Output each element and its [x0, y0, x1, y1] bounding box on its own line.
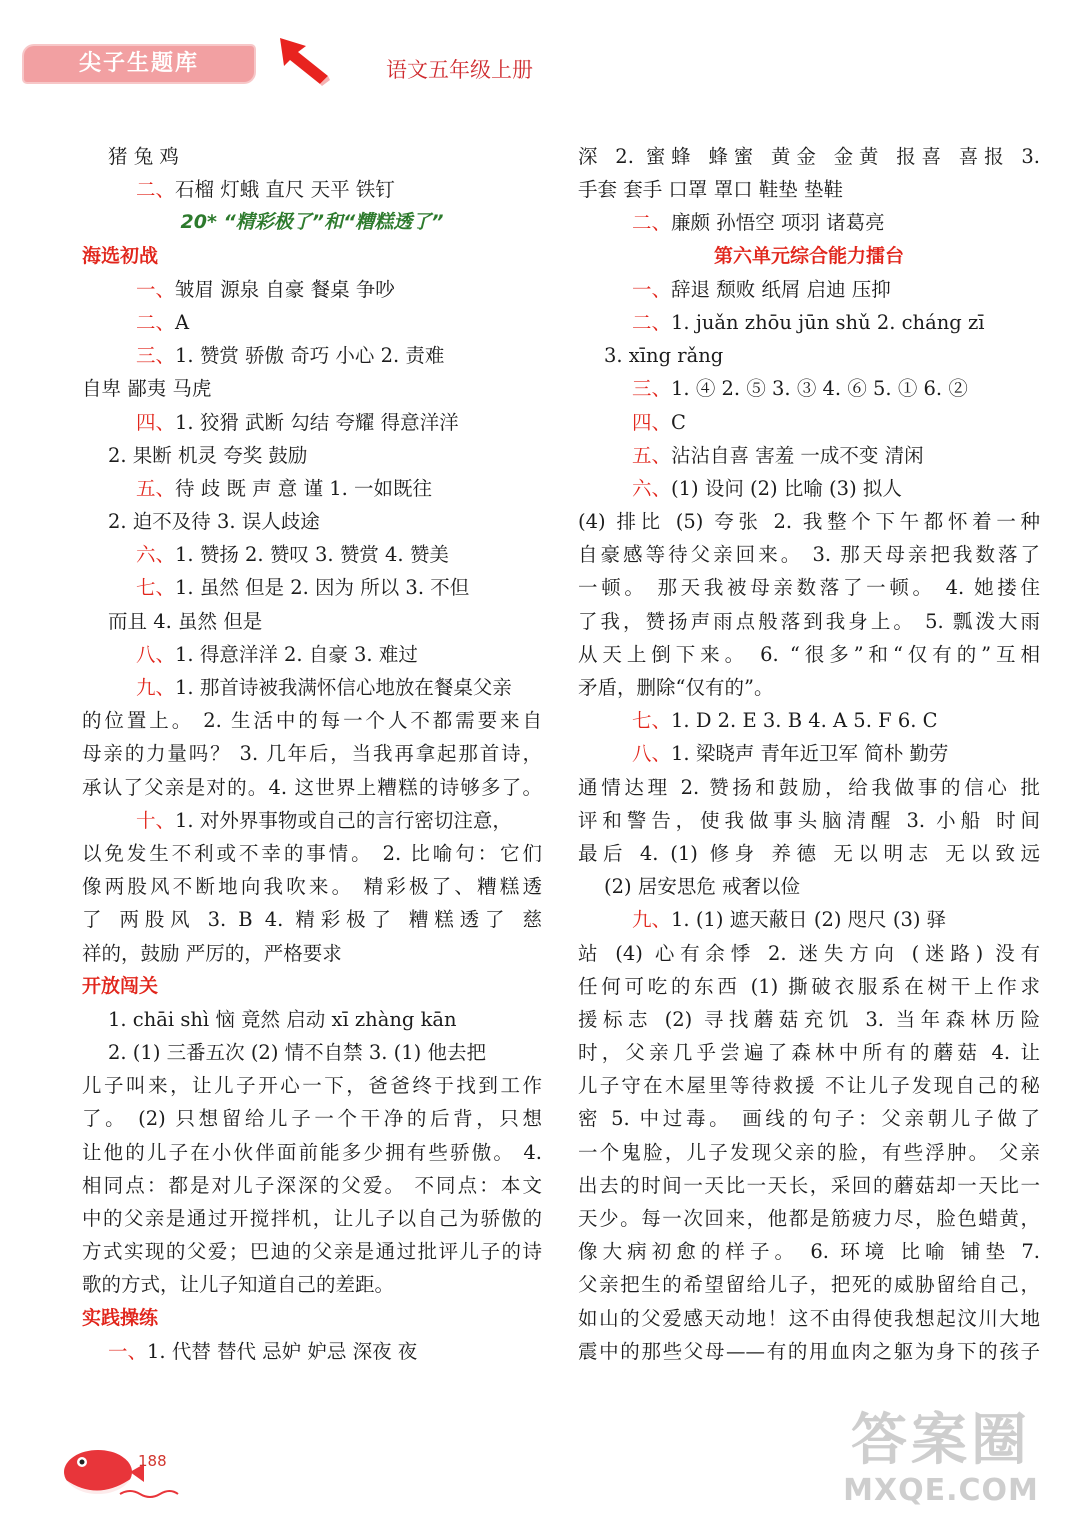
answer-text: 天少。每一次回来，他都是筋疲力尽，脸色蜡黄， [578, 1207, 1040, 1230]
answer-line [82, 1003, 542, 1036]
answer-line [82, 937, 542, 970]
answer-text: 评和警告，使我做事头脑清醒 3. 小船 时间 [578, 808, 1040, 832]
answer-text: 祥的，鼓励 严厉的，严格要求 [82, 941, 342, 965]
question-number: 一、 [136, 277, 176, 301]
question-number: 五、 [136, 476, 176, 500]
answer-line [578, 671, 1040, 704]
answer-line [82, 1036, 542, 1069]
question-number: 六、 [136, 543, 176, 567]
answer-line [578, 173, 1040, 206]
answer-line [578, 1235, 1040, 1268]
question-number: 六、 [632, 476, 672, 500]
answer-text: 相同点：都是对儿子深深的父爱。 不同点：本文 [82, 1173, 542, 1197]
answer-text: 中的父亲是通过开搅拌机，让儿子以自己为骄傲的 [82, 1207, 542, 1230]
question-number: 二、 [136, 310, 176, 334]
question-number: 四、 [136, 410, 176, 434]
answer-line [578, 1102, 1040, 1135]
answer-line [578, 937, 1040, 970]
brand-title: 尖子生题库 [78, 51, 199, 76]
answer-line [578, 737, 1040, 770]
answer-line [82, 870, 542, 903]
answer-text: 海选初战 [82, 244, 159, 267]
answer-text: 矛盾，删除“仅有的”。 [578, 676, 774, 699]
answer-line [578, 339, 1040, 372]
answer-text: 1. D 2. E 3. B 4. A 5. F 6. C [671, 709, 938, 733]
answer-line [82, 505, 542, 538]
answer-text: 一顿。 那天我被母亲数落了一顿。 4. 她搂住 [578, 576, 1040, 600]
answer-line [82, 406, 542, 439]
answer-text: 自卑 鄙夷 马虎 [82, 377, 212, 401]
answer-line [82, 1335, 542, 1368]
answer-line [578, 970, 1040, 1003]
answer-text: 1. chāi shì 恼 竟然 启动 xī zhàng kān [108, 1007, 457, 1031]
watermark-en: MXQE.COM [843, 1473, 1039, 1508]
watermark-cn: 答案圈 [851, 1408, 1031, 1473]
right-column [578, 140, 1040, 1368]
question-number: 二、 [136, 178, 176, 202]
answer-text: 从天上倒下来。 6. “很多”和“仅有的”互相 [578, 642, 1040, 666]
answer-line [578, 1069, 1040, 1102]
answer-line [82, 339, 542, 372]
answer-line [578, 240, 1040, 273]
answer-line [82, 605, 542, 638]
answer-text: 出去的时间一天比一天长，采回的蘑菇却一天比一 [578, 1173, 1040, 1197]
answer-line [578, 372, 1040, 405]
answer-line [578, 571, 1040, 604]
answer-line [578, 771, 1040, 804]
answer-text: 1. 对外界事物或自己的言行密切注意， [175, 808, 512, 832]
answer-text: 3. xīng rǎng [604, 344, 724, 368]
answer-text: 1. 代替 替代 忌妒 妒忌 深夜 夜 [147, 1339, 418, 1363]
answer-line [578, 273, 1040, 306]
subject-title: 语文五年级上册 [386, 58, 533, 82]
answer-line [578, 206, 1040, 239]
page-number: 188 [138, 1452, 167, 1470]
answer-text: 待 歧 既 声 意 谨 1. 一如既往 [175, 476, 433, 500]
answer-line [82, 1169, 542, 1202]
answer-line [578, 903, 1040, 936]
answer-line [578, 306, 1040, 339]
answer-line [578, 1302, 1040, 1335]
question-number: 八、 [136, 642, 176, 666]
answer-line [82, 638, 542, 671]
answer-text: 辞退 颓败 纸屑 启迪 压抑 [671, 277, 891, 301]
answer-line [82, 771, 542, 804]
answer-text: A [175, 310, 190, 334]
answer-text: 了 两股风 3. B 4. 精彩极了 糟糕透了 慈 [82, 908, 542, 932]
answer-text: 自豪感等待父亲回来。 3. 那天母亲把我数落了 [578, 543, 1040, 567]
answer-text: 手套 套手 口罩 罩口 鞋垫 垫鞋 [578, 178, 843, 202]
answer-text: 20* “精彩极了”和“糟糕透了” [180, 211, 444, 234]
answer-line [578, 1268, 1040, 1301]
answer-text: 2. 果断 机灵 夸奖 鼓励 [108, 443, 308, 467]
answer-text: 站 (4) 心有余悸 2. 迷失方向 (迷路) 没有 [578, 941, 1040, 965]
answer-text: 1. ④ 2. ⑤ 3. ③ 4. ⑥ 5. ① 6. ② [671, 377, 968, 401]
answer-text: 像大病初愈的样子。 6. 环境 比喻 铺垫 7. [578, 1240, 1040, 1264]
answer-line [578, 1169, 1040, 1202]
answer-text: 密 5. 中过毒。 画线的句子：父亲朝儿子做了 [578, 1107, 1040, 1131]
answer-text: 一个鬼脸，儿子发现父亲的脸，有些浮肿。 父亲 [578, 1140, 1040, 1164]
answer-line [82, 903, 542, 936]
answer-line [82, 372, 542, 405]
answer-line [578, 1136, 1040, 1169]
answer-line [578, 472, 1040, 505]
answer-line [82, 704, 542, 737]
answer-line [578, 1335, 1040, 1368]
answer-line [82, 571, 542, 604]
answer-text: 让他的儿子在小伙伴面前能多少拥有些骄傲。 4. [82, 1140, 542, 1164]
answer-line [82, 1069, 542, 1102]
answer-line [82, 1102, 542, 1135]
answer-text: 1. 赞赏 骄傲 奇巧 小心 2. 责难 [175, 344, 445, 368]
answer-text: 廉颇 孙悟空 项羽 诸葛亮 [671, 211, 885, 235]
answer-text: 儿子叫来，让儿子开心一下，爸爸终于找到工作 [82, 1074, 542, 1098]
answer-line [82, 439, 542, 472]
answer-line [82, 206, 542, 239]
answer-line [82, 1235, 542, 1268]
answer-text: 援标志 (2) 寻找蘑菇充饥 3. 当年森林历险 [578, 1007, 1040, 1031]
arrow-icon [276, 36, 334, 86]
answer-line [578, 439, 1040, 472]
answer-text: 1. 虽然 但是 2. 因为 所以 3. 不但 [175, 576, 470, 600]
answer-line [82, 837, 542, 870]
question-number: 一、 [632, 277, 672, 301]
answer-text: 1. 那首诗被我满怀信心地放在餐桌父亲 [175, 676, 512, 699]
left-column [82, 140, 542, 1368]
answer-text: 承认了父亲是对的。4. 这世界上糟糕的诗够多了。 [82, 775, 542, 799]
answer-line [578, 605, 1040, 638]
answer-text: 猪 兔 鸡 [108, 145, 179, 168]
question-number: 二、 [632, 211, 672, 235]
watermark [821, 1408, 1061, 1528]
answer-line [578, 837, 1040, 870]
question-number: 三、 [136, 344, 176, 368]
answer-line [578, 406, 1040, 439]
answer-text: 震中的那些父母——有的用血肉之躯为身下的孩子 [578, 1339, 1040, 1363]
answer-line [82, 671, 542, 704]
answer-text: 了。 (2) 只想留给儿子一个干净的后背，只想 [82, 1107, 542, 1131]
answer-text: (4) 排比 (5) 夸张 2. 我整个下午都怀着一种 [578, 510, 1040, 534]
answer-text: C [671, 410, 686, 434]
brand-banner [24, 46, 254, 82]
answer-line [82, 240, 542, 273]
answer-text: 1. 赞扬 2. 赞叹 3. 赞赏 4. 赞美 [175, 543, 449, 567]
answer-text: 像两股风不断地向我吹来。 精彩极了、糟糕透 [82, 875, 542, 899]
answer-text: 而且 4. 虽然 但是 [108, 609, 263, 633]
answer-text: 1. 梁晓声 青年近卫军 简朴 勤劳 [671, 742, 949, 766]
question-number: 七、 [632, 709, 672, 733]
question-number: 九、 [632, 908, 672, 932]
answer-line [82, 306, 542, 339]
answer-text: 以免发生不利或不幸的事情。 2. 比喻句：它们 [82, 841, 542, 865]
answer-line [578, 870, 1040, 903]
answer-text: 儿子守在木屋里等待救援 不让儿子发现自己的秘 [578, 1074, 1040, 1098]
answer-line [82, 804, 542, 837]
answer-text: 2. (1) 三番五次 (2) 情不自禁 3. (1) 他去把 [108, 1041, 486, 1065]
answer-line [578, 538, 1040, 571]
question-number: 七、 [136, 576, 176, 600]
answer-text: 母亲的力量吗？ 3. 几年后，当我再拿起那首诗， [82, 742, 542, 766]
answer-text: 开放闯关 [82, 974, 159, 997]
answer-line [578, 704, 1040, 737]
answer-text: 第六单元综合能力擂台 [713, 244, 904, 267]
answer-line [578, 1202, 1040, 1235]
answer-text: 实践操练 [82, 1306, 159, 1329]
question-number: 八、 [632, 742, 672, 766]
answer-line [82, 173, 542, 206]
answer-line [578, 140, 1040, 173]
question-number: 九、 [136, 676, 176, 699]
question-number: 五、 [632, 443, 672, 467]
answer-line [82, 538, 542, 571]
answer-text: 父亲把生的希望留给儿子，把死的威胁留给自己， [578, 1273, 1040, 1297]
answer-line [82, 1202, 542, 1235]
question-number: 四、 [632, 410, 672, 434]
answer-line [82, 472, 542, 505]
answer-line [82, 737, 542, 770]
answer-text: 最后 4. (1) 修身 养德 无以明志 无以致远 [578, 841, 1040, 865]
answer-text: 沾沾自喜 害羞 一成不变 清闲 [671, 443, 924, 467]
answer-text: (1) 设问 (2) 比喻 (3) 拟人 [671, 476, 902, 500]
answer-line [578, 804, 1040, 837]
answer-text: 方式实现的父爱；巴迪的父亲是通过批评儿子的诗 [82, 1240, 542, 1264]
answer-text: (2) 居安思危 戒奢以俭 [604, 875, 801, 899]
answer-line [82, 140, 542, 173]
answer-line [578, 1036, 1040, 1069]
answer-line [82, 970, 542, 1003]
answer-text: 了我，赞扬声雨点般落到我身上。 5. 瓢泼大雨 [578, 609, 1040, 633]
answer-line [578, 638, 1040, 671]
answer-line [82, 1136, 542, 1169]
question-number: 一、 [108, 1339, 148, 1363]
answer-text: 皱眉 源泉 自豪 餐桌 争吵 [175, 277, 395, 301]
question-number: 三、 [632, 377, 672, 401]
answer-text: 任何可吃的东西 (1) 撕破衣服系在树干上作求 [578, 974, 1040, 998]
answer-text: 的位置上。 2. 生活中的每一个人不都需要来自 [82, 709, 542, 733]
question-number: 二、 [632, 310, 672, 334]
answer-text: 深 2. 蜜蜂 蜂蜜 黄金 金黄 报喜 喜报 3. [578, 145, 1040, 168]
answer-text: 1. 得意洋洋 2. 自豪 3. 难过 [175, 642, 418, 666]
answer-text: 1. 狡猾 武断 勾结 夸耀 得意洋洋 [175, 410, 459, 434]
answer-text: 石榴 灯蛾 直尺 天平 铁钉 [175, 178, 395, 202]
answer-text: 1. (1) 遮天蔽日 (2) 咫尺 (3) 驿 [671, 908, 947, 932]
answer-text: 时，父亲几乎尝遍了森林中所有的蘑菇 4. 让 [578, 1041, 1040, 1065]
answer-line [82, 273, 542, 306]
answer-text: 2. 迫不及待 3. 误人歧途 [108, 510, 320, 534]
answer-line [82, 1302, 542, 1335]
answer-text: 歌的方式，让儿子知道自己的差距。 [82, 1273, 395, 1297]
answer-line [578, 1003, 1040, 1036]
question-number: 十、 [136, 808, 176, 832]
answer-text: 1. juǎn zhōu jūn shǔ 2. cháng zī [671, 310, 985, 334]
answer-line [578, 505, 1040, 538]
answer-line [82, 1268, 542, 1301]
answer-text: 如山的父爱感天动地！这不由得使我想起汶川大地 [578, 1306, 1040, 1330]
answer-text: 通情达理 2. 赞扬和鼓励，给我做事的信心 批 [578, 775, 1040, 799]
